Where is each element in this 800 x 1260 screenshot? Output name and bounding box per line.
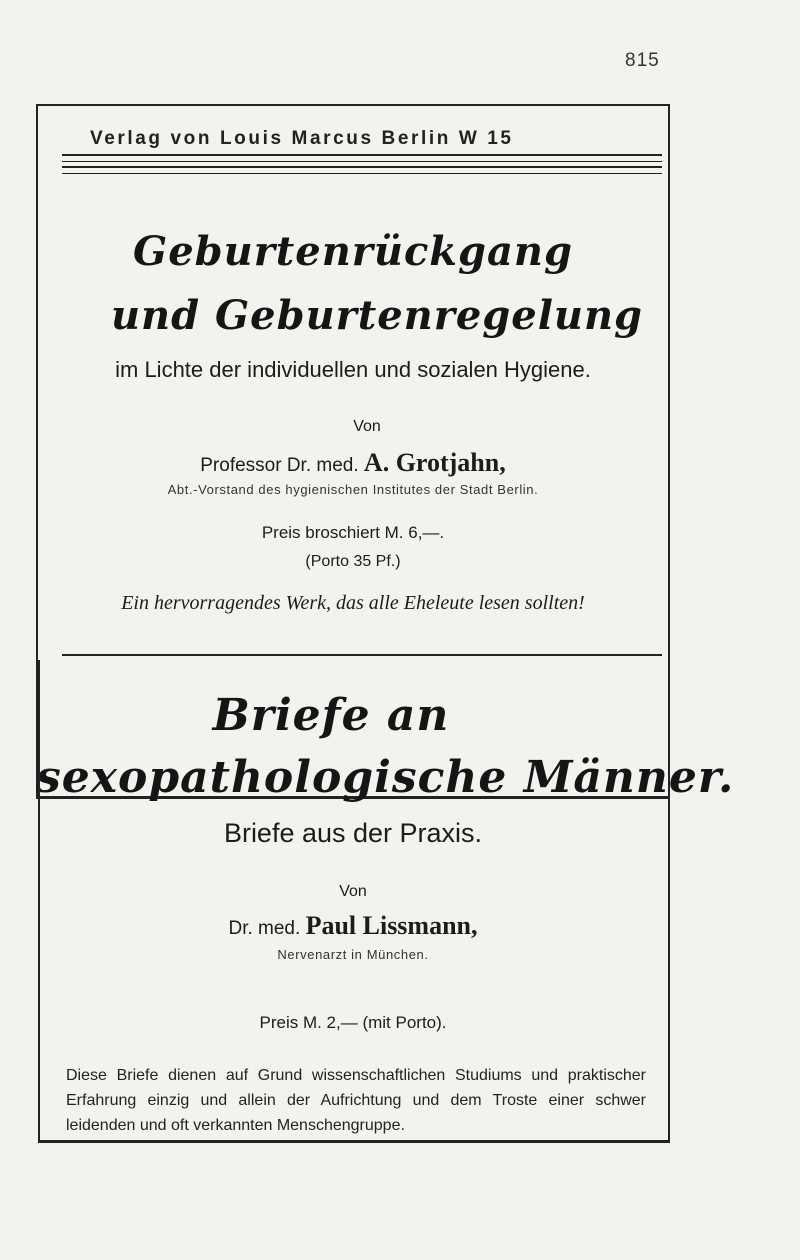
lower-left-border: [38, 660, 40, 1142]
book1-title-line1: Geburtenrückgang: [133, 228, 573, 275]
book1-author-name: A. Grotjahn,: [363, 448, 506, 477]
section-divider: [62, 654, 662, 656]
book2-author-role: Nervenarzt in München.: [277, 947, 429, 962]
book2-author-name: Paul Lissmann,: [305, 911, 478, 940]
book2-title-line1: Briefe an: [212, 690, 450, 741]
book1-title-line2: und Geburtenregelung: [110, 292, 644, 339]
book2-description: Diese Briefe dienen auf Grund wissenschaftlichen Studiums und praktischer Erfahrung einzig und allein der Aufrichtung und dem Troste einer schwer leidenden und oft verkannten Menschengruppe.: [66, 1067, 646, 1134]
book2-author-line: [36, 911, 670, 941]
book1-postage: (Porto 35 Pf.): [305, 553, 401, 570]
book2-by: Von: [339, 883, 367, 900]
book1-subtitle: im Lichte der individuellen und sozialen Hygiene.: [115, 357, 591, 382]
book2-price: Preis M. 2,— (mit Porto).: [259, 1013, 447, 1032]
book1-author-line: [36, 448, 670, 478]
publisher-line: Verlag von Louis Marcus Berlin W 15: [90, 128, 514, 149]
book1-tagline: Ein hervorragendes Werk, das alle Eheleute lesen sollten!: [121, 592, 585, 614]
bottom-rule: [38, 1140, 670, 1143]
page-number: 815: [625, 50, 660, 71]
publisher-rule: [62, 154, 662, 162]
book2-subtitle: Briefe aus der Praxis.: [223, 818, 483, 848]
lower-right-border: [668, 660, 670, 1142]
book2-author-prefix: Dr. med.: [228, 918, 301, 939]
book1-author-role: Abt.-Vorstand des hygienischen Institutes der Stadt Berlin.: [167, 482, 539, 497]
header-rule: [62, 166, 662, 174]
book1-author-prefix: Professor Dr. med.: [200, 455, 359, 476]
book1-by: Von: [353, 418, 381, 435]
book2-title-line2: sexopathologische Männer.: [36, 752, 735, 803]
book1-price: Preis broschiert M. 6,—.: [261, 523, 445, 542]
